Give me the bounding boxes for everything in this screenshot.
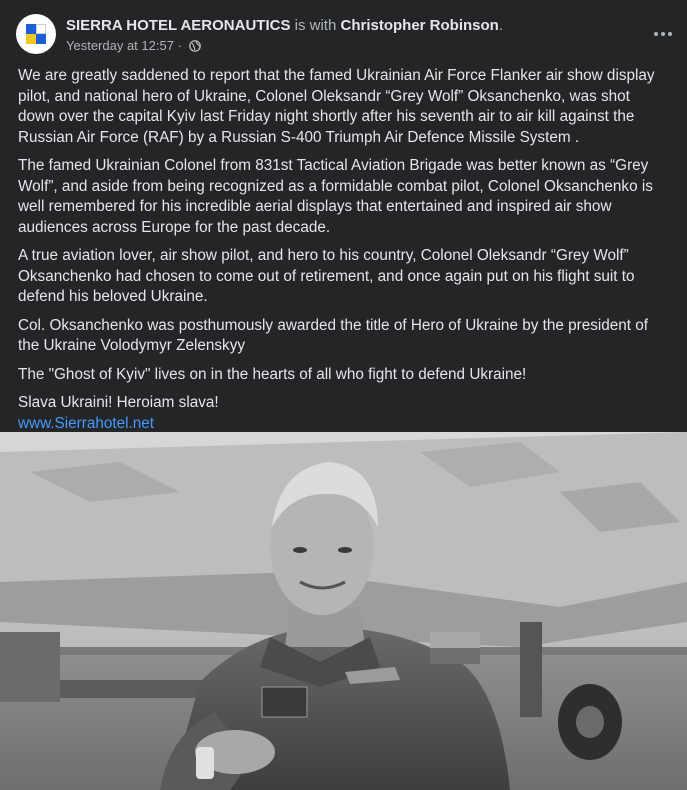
post-meta [66, 38, 201, 56]
post-header [16, 10, 671, 60]
post-paragraph: The famed Ukrainian Colonel from 831st Tactical Aviation Brigade was better known as “Grey Wolf”, and aside from being recognized as a formidable combat pilot, Colonel Oksanchenko is well remembered for his incredible aerial displays that entertained and inspired air show audiences across Europe for the past decade. [18, 157, 653, 236]
page-avatar[interactable] [16, 14, 56, 54]
title-period: . [498, 17, 503, 34]
logo-icon [26, 24, 46, 44]
post-title-line [66, 16, 503, 36]
post-paragraph: We are greatly saddened to report that the famed Ukrainian Air Force Flanker air show display pilot, and national hero of Ukraine, Colonel Oleksandr “Grey Wolf” Oksanchenko, was shot down over the capital Kyiv last Friday night shortly after his seventh air to air kill against the Russian Air Force (RAF) by a Russian S-400 Triumph Air Defence Missile System . [18, 67, 655, 146]
post-paragraph: Col. Oksanchenko was posthumously awarded the title of Hero of Ukraine by the president of the Ukraine Volodymyr Zelenskyy [18, 316, 649, 354]
globe-icon[interactable] [189, 40, 201, 56]
post-paragraph: The "Ghost of Kyiv" lives on in the hearts of all who fight to defend Ukraine! [18, 365, 527, 383]
more-options-icon[interactable] [651, 22, 675, 46]
page-name-link[interactable]: SIERRA HOTEL AERONAUTICS [66, 17, 291, 34]
post-photo[interactable] [0, 432, 687, 790]
tagged-person-link[interactable]: Christopher Robinson [340, 17, 499, 34]
post-paragraph: A true aviation lover, air show pilot, and hero to his country, Colonel Oleksandr “Grey Wolf” Oksanchenko had chosen to come out of retirement, and once again put on his flight suit to defend his beloved Ukraine. [18, 247, 635, 305]
post-timestamp[interactable]: Yesterday at 12:57 [66, 38, 174, 53]
post-link-line [18, 414, 670, 435]
with-text: is with [294, 17, 337, 34]
meta-separator: · [177, 38, 182, 53]
post-paragraph: Slava Ukraini! Heroiam slava! [18, 394, 219, 411]
post-body [18, 66, 670, 434]
website-link[interactable]: www.Sierrahotel.net [18, 414, 155, 432]
